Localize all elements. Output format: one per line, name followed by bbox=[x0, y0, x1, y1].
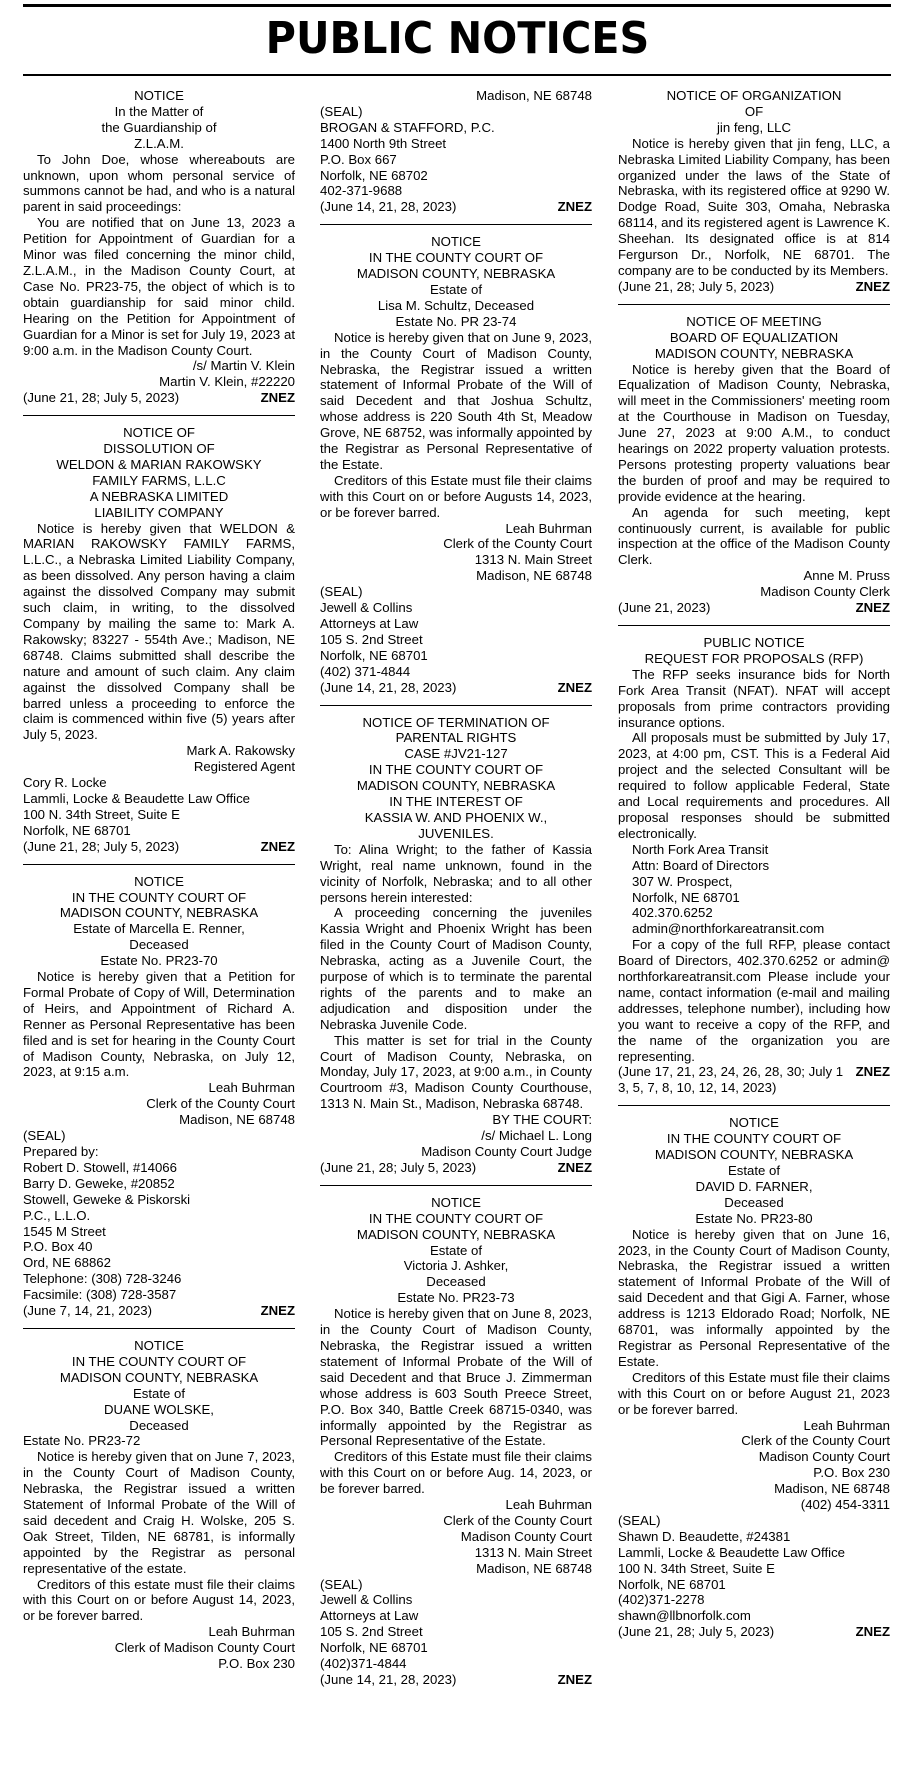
attorney-line: Norfolk, NE 68701 bbox=[320, 1640, 428, 1656]
attorney-line: BROGAN & STAFFORD, P.C. bbox=[320, 119, 495, 135]
contact-line: Attn: Board of Directors bbox=[632, 857, 770, 873]
publication-dates-row bbox=[618, 1064, 890, 1096]
notice-paragraph: Notice is hereby given that on June 16, 2023, in the County Court of Madison County, Nebraska, the Registrar issued a written statement of Informal Probate of the Will of said Decedent and that Gigi A. Farner, whose address is 1213 Eldorado Road; Norfolk, NE 68701, was informally appointed by the Registrar as Personal Representative of the Estate. bbox=[618, 1226, 890, 1369]
contact-line: 307 W. Prospect, bbox=[632, 873, 733, 889]
attorney-line: Attorneys at Law bbox=[320, 1608, 419, 1624]
top-rule bbox=[23, 4, 891, 7]
column-1 bbox=[23, 88, 295, 1776]
signature-line: P.O. Box 230 bbox=[218, 1656, 295, 1672]
notice bbox=[320, 88, 592, 215]
notice-paragraph: All proposals must be submitted by July 17, 2023, at 4:00 pm, CST. This is a Federal Aid project and the selected Consultant will be required to follow applicable Federal, State and Local requirements and procedures. All proposal responses should be submitted electronically. bbox=[618, 730, 890, 841]
notice-heading-line: IN THE COUNTY COURT OF bbox=[368, 250, 544, 266]
notice-heading-line: Estate of Marcella E. Renner, bbox=[73, 921, 245, 937]
notice-heading-line: Estate No. PR 23-74 bbox=[395, 313, 517, 329]
notice bbox=[320, 705, 592, 1176]
publication-dates-row bbox=[23, 390, 295, 406]
signature-line: Madison County Court bbox=[758, 1449, 890, 1465]
attorney-line: 1400 North 9th Street bbox=[320, 135, 447, 151]
attorney-line: Attorneys at Law bbox=[320, 616, 419, 631]
notice bbox=[618, 625, 890, 1096]
notice-heading-line: Estate No. PR23-80 bbox=[695, 1210, 813, 1226]
contact-line: North Fork Area Transit bbox=[632, 841, 769, 857]
signature-line: Madison, NE 68748 bbox=[476, 88, 592, 103]
attorney-line: 402-371-9688 bbox=[320, 183, 403, 199]
publication-code: ZNEZ bbox=[557, 199, 592, 215]
signature-line: Registered Agent bbox=[193, 759, 295, 775]
attorney-line: (SEAL) bbox=[618, 1512, 661, 1528]
attorney-line: Cory R. Locke bbox=[23, 775, 107, 791]
notice-estate-number: Estate No. PR23-72 bbox=[23, 1433, 141, 1449]
contact-line: Norfolk, NE 68701 bbox=[632, 889, 740, 905]
notice-heading-line: DISSOLUTION OF bbox=[103, 441, 215, 457]
signature-line: Madison County Court Judge bbox=[421, 1144, 592, 1159]
notice-heading-line: OF bbox=[744, 103, 764, 119]
notice-heading-line: Estate of bbox=[429, 281, 483, 297]
attorney-line: (402)371-2278 bbox=[618, 1592, 705, 1608]
signature-line: Leah Buhrman bbox=[208, 1624, 295, 1640]
attorney-line: 1545 M Street bbox=[23, 1223, 106, 1239]
notice-heading-line: Victoria J. Ashker, bbox=[403, 1258, 509, 1274]
attorney-line: Lammli, Locke & Beaudette Law Office bbox=[618, 1544, 845, 1560]
notice-heading-line: DAVID D. FARNER, bbox=[695, 1178, 813, 1194]
notice bbox=[23, 1328, 295, 1672]
notice-heading-line: LIABILITY COMPANY bbox=[94, 504, 224, 520]
publication-dates-row bbox=[320, 1160, 592, 1176]
publication-dates-row bbox=[320, 680, 592, 696]
publication-dates: (June 21, 2023) bbox=[618, 600, 711, 616]
notice-paragraph: Notice is hereby given that the Board of Equalization of Madison County, Nebraska, will meet in the Commissioners' meeting room at the Courthouse in Madison on Tuesday, June 27, 2023 at 9:00 A.M., to conduct hearings on 2022 property valuation protests. Persons protesting property valuations bear the burden of proof and may be required to provide evidence at the hearing. bbox=[618, 361, 890, 504]
notice-paragraph: Notice is hereby given that on June 8, 2023, in the County Court of Madison County, Nebraska, the Registrar issued a written statement of Informal Probate of the Will of said Decedent and that Bruce J. Zimmerman whose address is 603 South Preece Street, P.O. Box 340, Battle Creek 68715-0340, was informally appointed by the Registrar as Personal Representative of the Estate. bbox=[320, 1306, 592, 1449]
section-masthead: PUBLIC NOTICES bbox=[265, 13, 650, 64]
attorney-line: Barry D. Geweke, #20852 bbox=[23, 1175, 175, 1191]
attorney-line: (402) 371-4844 bbox=[320, 663, 411, 679]
masthead-rule bbox=[23, 74, 891, 76]
publication-dates-row bbox=[320, 1672, 592, 1688]
notice-heading-line: Z.L.A.M. bbox=[134, 135, 184, 151]
notice-heading-line: NOTICE OF MEETING bbox=[686, 313, 822, 329]
notice-heading-line: NOTICE bbox=[134, 1337, 184, 1353]
notice-heading-line: Deceased bbox=[129, 937, 189, 953]
signature-line: 1313 N. Main Street bbox=[474, 552, 592, 568]
notice-heading-line: NOTICE bbox=[134, 88, 184, 103]
signature-line: Martin V. Klein, #22220 bbox=[159, 374, 295, 390]
publication-dates: (June 14, 21, 28, 2023) bbox=[320, 679, 457, 695]
signature-line: 1313 N. Main Street bbox=[474, 1544, 592, 1560]
notice-paragraph: Notice is hereby given that jin feng, LLC, a Nebraska Limited Liability Company, has been organized under the laws of the State of Nebraska, with its registered office at 9290 W. Dodge Road, Suite 303, Omaha, Nebraska 68114, and its registered agent is Lawrence K. Sheehan. Its designated office is at 814 Fergurson Dr., Norfolk, NE 68701. The company are to be conducted by its Members. bbox=[618, 135, 890, 278]
publication-code: ZNEZ bbox=[855, 1064, 890, 1080]
notice-heading-line: Deceased bbox=[724, 1194, 784, 1210]
notice bbox=[320, 224, 592, 695]
notice-heading-line: IN THE COUNTY COURT OF bbox=[71, 1353, 247, 1369]
attorney-line: 105 S. 2nd Street bbox=[320, 631, 423, 647]
notice-heading-line: IN THE COUNTY COURT OF bbox=[368, 1210, 544, 1226]
attorney-line: (SEAL) bbox=[320, 103, 363, 119]
notice-heading-line: Deceased bbox=[426, 1274, 486, 1290]
attorney-line: Prepared by: bbox=[23, 1144, 99, 1159]
publication-dates: (June 21, 28; July 5, 2023) bbox=[618, 1624, 775, 1640]
notice-heading-line: MADISON COUNTY, NEBRASKA bbox=[59, 1369, 259, 1385]
signature-line: Leah Buhrman bbox=[208, 1080, 295, 1096]
notice bbox=[23, 88, 295, 406]
attorney-line: Telephone: (308) 728-3246 bbox=[23, 1271, 182, 1287]
notice-heading-line: IN THE COUNTY COURT OF bbox=[666, 1131, 842, 1147]
attorney-line: (SEAL) bbox=[320, 1576, 363, 1592]
signature-line: Clerk of the County Court bbox=[443, 1512, 592, 1528]
notice-heading-line: NOTICE OF TERMINATION OF bbox=[362, 714, 550, 730]
notice-heading-line: NOTICE OF bbox=[123, 425, 195, 441]
attorney-line: 105 S. 2nd Street bbox=[320, 1624, 423, 1640]
signature-line: Leah Buhrman bbox=[505, 520, 592, 536]
publication-code: ZNEZ bbox=[855, 1624, 890, 1640]
notice-heading-line: IN THE COUNTY COURT OF bbox=[368, 762, 544, 778]
publication-dates-row bbox=[618, 600, 890, 616]
publication-code: ZNEZ bbox=[557, 1159, 592, 1175]
notice-heading-line: Estate No. PR23-70 bbox=[100, 953, 218, 969]
notice-paragraph: An agenda for such meeting, kept continuously current, is available for public inspection at the office of the Madison County Clerk. bbox=[618, 504, 890, 568]
publication-code: ZNEZ bbox=[260, 838, 295, 854]
notice-paragraph: The RFP seeks insurance bids for North Fork Area Transit (NFAT). NFAT will accept proposals from prime contractors providing insurance options. bbox=[618, 666, 890, 730]
notice-heading-line: Estate of bbox=[429, 1242, 483, 1258]
notice-heading-line: Lisa M. Schultz, Deceased bbox=[377, 297, 535, 313]
notice-paragraph: Notice is hereby given that WELDON & MARIAN RAKOWSKY FAMILY FARMS, L.L.C., a Nebraska Limited Liability Company, as been dissolved. Any person having a claim against the dissolved Company may submit such claim, in writing, to the dissolved Company by mailing the same to: Mark A. Rakowsky; 83227 - 554th Ave.; Madison, NE 68748. Claims submitted shall describe the nature and amount of such claim. Any claim against the dissolved Company shall be barred unless a proceeding to enforce the claim is commenced within five (5) years after July 5, 2023. bbox=[23, 520, 295, 743]
attorney-line: (SEAL) bbox=[23, 1128, 66, 1144]
publication-dates: (June 7, 14, 21, 2023) bbox=[23, 1303, 153, 1319]
publication-dates-row bbox=[618, 279, 890, 295]
notice-heading-line: Deceased bbox=[129, 1417, 189, 1433]
contact-line: 402.370.6252 bbox=[632, 905, 713, 921]
signature-line: Mark A. Rakowsky bbox=[186, 743, 295, 759]
notice-heading-line: MADISON COUNTY, NEBRASKA bbox=[654, 1147, 854, 1163]
publication-dates: (June 21, 28; July 5, 2023) bbox=[23, 838, 180, 854]
signature-line: Leah Buhrman bbox=[803, 1417, 890, 1433]
notice-heading-line: IN THE COUNTY COURT OF bbox=[71, 889, 247, 905]
column-2 bbox=[320, 88, 592, 1776]
notice-heading-line: MADISON COUNTY, NEBRASKA bbox=[356, 1226, 556, 1242]
notice-heading-line: MADISON COUNTY, NEBRASKA bbox=[654, 345, 854, 361]
notice-heading-line: NOTICE bbox=[134, 873, 184, 889]
notice-heading-line: jin feng, LLC bbox=[716, 119, 792, 135]
publication-code: ZNEZ bbox=[855, 600, 890, 616]
notice-paragraph: Creditors of this Estate must file their claims with this Court on or before Aug. 14, 2023, or be forever barred. bbox=[320, 1449, 592, 1497]
notice-heading-line: PUBLIC NOTICE bbox=[703, 635, 805, 650]
notice bbox=[23, 415, 295, 854]
notice-heading-line: NOTICE bbox=[431, 234, 481, 250]
notice-heading-line: PARENTAL RIGHTS bbox=[395, 730, 517, 746]
attorney-line: Ord, NE 68862 bbox=[23, 1255, 111, 1271]
publication-dates-row bbox=[618, 1624, 890, 1640]
notice-heading-line: MADISON COUNTY, NEBRASKA bbox=[356, 778, 556, 794]
signature-line: Clerk of the County Court bbox=[741, 1433, 890, 1449]
attorney-line: Norfolk, NE 68701 bbox=[618, 1576, 726, 1592]
notice-paragraph: Notice is hereby given that on June 7, 2023, in the County Court of Madison County, Nebraska, the Registrar issued a written Statement of Informal Probate of the Will of said decedent and Craig H. Wolske, 205 S. Oak Street, Tilden, NE 68781, is informally appointed by the Registrar as personal representative of the estate. bbox=[23, 1449, 295, 1576]
signature-line: /s/ Martin V. Klein bbox=[192, 358, 295, 374]
publication-dates: (June 14, 21, 28, 2023) bbox=[320, 199, 457, 215]
publication-dates-row bbox=[23, 839, 295, 855]
notice-paragraph: A proceeding concerning the juveniles Kassia Wright and Phoenix Wright has been filed in the County Court of Madison County, Nebraska, acting as a Juvenile Court, the purpose of which is to terminate the parental rights of the parents and to make an adjudication and disposition under the Nebraska Juvenile Code. bbox=[320, 905, 592, 1032]
notice-paragraph: Creditors of this Estate must file their claims with this Court on or before August 21, 2023 or be forever barred. bbox=[618, 1369, 890, 1417]
publication-dates-row bbox=[320, 199, 592, 215]
signature-line: Clerk of the County Court bbox=[443, 536, 592, 552]
notice-heading-line: JUVENILES. bbox=[418, 825, 494, 841]
notice-paragraph: You are notified that on June 13, 2023 a Petition for Appointment of Guardian for a Minor was filed concerning the minor child, Z.L.A.M., in the Madison County Court, at Case No. PR23-75, the object of which is to obtain guardianship for said minor child. Hearing on the Petition for Appointment of Guardian for a Minor is set for July 19, 2023 at 9:00 a.m. in the Madison County Court. bbox=[23, 215, 295, 358]
publication-dates: (June 21, 28; July 5, 2023) bbox=[320, 1159, 477, 1175]
signature-line: Madison, NE 68748 bbox=[774, 1481, 890, 1497]
attorney-line: shawn@llbnorfolk.com bbox=[618, 1608, 751, 1624]
publication-code: ZNEZ bbox=[557, 1672, 592, 1687]
attorney-line: (SEAL) bbox=[320, 584, 363, 600]
publication-dates-row bbox=[23, 1303, 295, 1319]
attorney-line: Norfolk, NE 68701 bbox=[23, 822, 131, 838]
publication-code: ZNEZ bbox=[260, 1303, 295, 1319]
signature-line: BY THE COURT: bbox=[492, 1112, 592, 1128]
attorney-line: 100 N. 34th Street, Suite E bbox=[618, 1560, 775, 1576]
attorney-line: P.O. Box 40 bbox=[23, 1239, 93, 1255]
attorney-line: Shawn D. Beaudette, #24381 bbox=[618, 1528, 791, 1544]
attorney-line: Stowell, Geweke & Piskorski bbox=[23, 1191, 191, 1207]
notice-paragraph: For a copy of the full RFP, please contact Board of Directors, 402.370.6252 or admin@ northforkareatransit.com Please include your name, contact information (e-mail and mailing addresses, telephone number), including how you want to receive a copy of the RFP, and the name of the organization you are representing. bbox=[618, 937, 890, 1064]
signature-line: Madison, NE 68748 bbox=[476, 1560, 592, 1576]
notice bbox=[320, 1185, 592, 1688]
notice-heading-line: A NEBRASKA LIMITED bbox=[89, 488, 229, 504]
notice-heading-line: MADISON COUNTY, NEBRASKA bbox=[59, 905, 259, 921]
notice-heading-line: BOARD OF EQUALIZATION bbox=[669, 329, 839, 345]
signature-line: Anne M. Pruss bbox=[803, 568, 890, 584]
publication-dates: (June 17, 21, 23, 24, 26, 28, 30; July 1 3, 5, 7, 8, 10, 12, 14, 2023) bbox=[618, 1064, 844, 1096]
publication-code: ZNEZ bbox=[855, 278, 890, 294]
contact-line: admin@northforkareatransit.com bbox=[632, 921, 825, 937]
attorney-line: 100 N. 34th Street, Suite E bbox=[23, 806, 180, 822]
attorney-line: Robert D. Stowell, #14066 bbox=[23, 1159, 177, 1175]
signature-line: P.O. Box 230 bbox=[813, 1465, 890, 1481]
attorney-line: Norfolk, NE 68702 bbox=[320, 167, 428, 183]
signature-line: (402) 454-3311 bbox=[800, 1497, 890, 1513]
notice-heading-line: NOTICE OF ORGANIZATION bbox=[666, 88, 842, 103]
notice bbox=[23, 864, 295, 1319]
attorney-line: Jewell & Collins bbox=[320, 600, 413, 616]
signature-line: Madison County Clerk bbox=[760, 584, 890, 600]
notice-paragraph: Notice is hereby given that on June 9, 2023, in the County Court of Madison County, Nebraska, the Registrar issued a written statement of Informal Probate of the Will of said Decedent and that Joshua Schultz, whose address is 220 South 4th St, Meadow Grove, NE 68752, was informally appointed by the Registrar as Personal Representative of the Estate. bbox=[320, 329, 592, 472]
signature-line: Leah Buhrman bbox=[505, 1497, 592, 1513]
notice-heading-line: KASSIA W. AND PHOENIX W., bbox=[364, 809, 548, 825]
attorney-line: Facsimile: (308) 728-3587 bbox=[23, 1287, 177, 1303]
notice-heading-line: In the Matter of bbox=[114, 103, 204, 119]
publication-code: ZNEZ bbox=[260, 390, 295, 406]
notice-heading-line: NOTICE bbox=[431, 1194, 481, 1210]
signature-line: Clerk of the County Court bbox=[146, 1096, 295, 1112]
notice-paragraph: To: Alina Wright; to the father of Kassia Wright, real name unknown, found in the vicinity of Norfolk, Nebraska; and to all other persons herein interested: bbox=[320, 841, 592, 905]
notice-paragraph: Notice is hereby given that a Petition for Formal Probate of Copy of Will, Determination of Heirs, and Appointment of Richard A. Renner as Personal Representative has been filed and is set for hearing in the County Court of Madison County, Nebraska, on July 12, 2023, at 9:15 a.m. bbox=[23, 969, 295, 1080]
publication-dates: (June 14, 21, 28, 2023) bbox=[320, 1672, 457, 1687]
attorney-line: Lammli, Locke & Beaudette Law Office bbox=[23, 790, 250, 806]
signature-line: Clerk of Madison County Court bbox=[114, 1640, 295, 1656]
publication-code: ZNEZ bbox=[557, 679, 592, 695]
publication-dates: (June 21, 28; July 5, 2023) bbox=[618, 278, 775, 294]
notice-heading-line: Estate of bbox=[727, 1163, 781, 1178]
signature-line: Madison, NE 68748 bbox=[476, 568, 592, 584]
publication-dates: (June 21, 28; July 5, 2023) bbox=[23, 390, 180, 406]
notice-heading-line: MADISON COUNTY, NEBRASKA bbox=[356, 266, 556, 282]
notice-heading-line: CASE #JV21-127 bbox=[404, 746, 508, 762]
notice-heading-line: Estate of bbox=[132, 1385, 186, 1401]
notice-paragraph: To John Doe, whose whereabouts are unknown, upon whom personal service of summons cannot be had, and who is a natural parent in said proceedings: bbox=[23, 151, 295, 215]
attorney-line: Jewell & Collins bbox=[320, 1592, 413, 1608]
notice bbox=[618, 1105, 890, 1640]
notice-heading-line: DUANE WOLSKE, bbox=[104, 1401, 214, 1417]
notice-heading-line: FAMILY FARMS, L.L.C bbox=[92, 472, 226, 488]
signature-line: Madison County Court bbox=[460, 1528, 592, 1544]
signature-line: /s/ Michael L. Long bbox=[481, 1128, 592, 1144]
attorney-line: (402)371-4844 bbox=[320, 1656, 407, 1672]
notice-paragraph: Creditors of this estate must file their claims with this Court on or before August 14, 2023, or be forever barred. bbox=[23, 1576, 295, 1624]
notice-paragraph: Creditors of this Estate must file their claims with this Court on or before Augusts 14, 2023, or be forever barred. bbox=[320, 472, 592, 520]
notice-heading-line: NOTICE bbox=[729, 1115, 779, 1131]
attorney-line: P.O. Box 667 bbox=[320, 151, 397, 167]
notice-heading-line: Estate No. PR23-73 bbox=[397, 1290, 515, 1306]
notice-paragraph: This matter is set for trial in the County Court of Madison County, Nebraska, on Monday, July 17, 2023, at 9:00 a.m., in County Courtroom #3, Madison County Courthouse, 1313 N. Main St., Madison, Nebraska 68748. bbox=[320, 1032, 592, 1112]
column-3 bbox=[618, 88, 890, 1776]
notice bbox=[618, 88, 890, 295]
notice-heading-line: the Guardianship of bbox=[101, 119, 217, 135]
notice-heading-line: REQUEST FOR PROPOSALS (RFP) bbox=[644, 650, 864, 666]
signature-line: Madison, NE 68748 bbox=[179, 1112, 295, 1128]
attorney-line: Norfolk, NE 68701 bbox=[320, 647, 428, 663]
notice-heading-line: IN THE INTEREST OF bbox=[389, 794, 523, 810]
notice bbox=[618, 304, 890, 616]
notice-heading-line: WELDON & MARIAN RAKOWSKY bbox=[56, 456, 262, 472]
attorney-line: P.C., L.L.O. bbox=[23, 1207, 91, 1223]
